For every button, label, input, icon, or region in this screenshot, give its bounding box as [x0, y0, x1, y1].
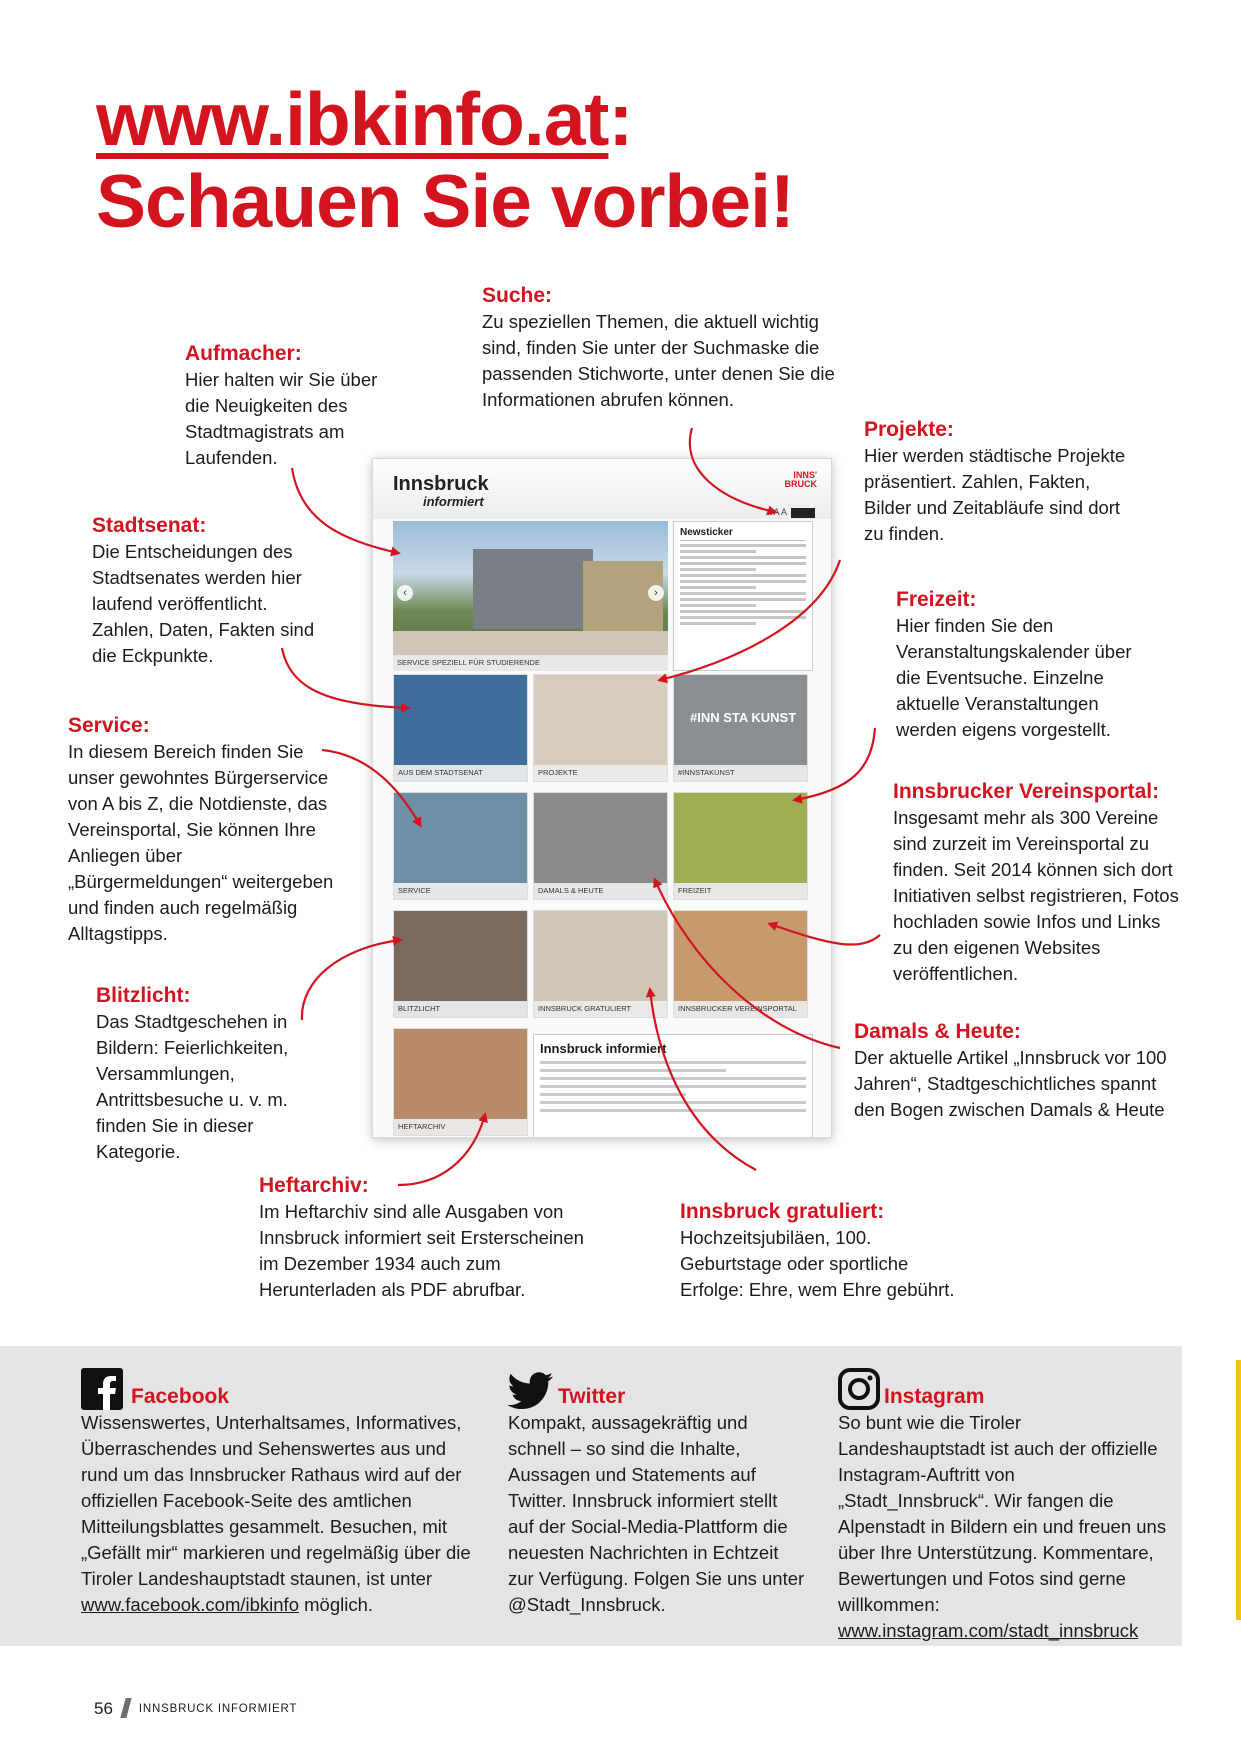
instagram-link[interactable]: www.instagram.com/stadt_innsbruck	[838, 1620, 1139, 1641]
mock-logo	[393, 475, 489, 511]
mock-line	[540, 1093, 686, 1096]
mock-font-size-label: A A A	[765, 507, 787, 517]
callout-text: Zu speziellen Themen, die aktuell wichtig sind, finden Sie unter der Suchmaske die passenden Stichworte, unter denen Sie die Informationen abrufen können.	[482, 311, 835, 410]
mock-tile	[673, 674, 808, 782]
callout-text: Im Heftarchiv sind alle Ausgaben von Innsbruck informiert seit Ersterscheinen im Dezember 1934 auch zum Herunterladen als PDF abrufbar.	[259, 1201, 584, 1300]
social-media-section	[0, 1346, 1182, 1646]
mock-tile	[393, 792, 528, 900]
mock-tile-caption: DAMALS & HEUTE	[534, 883, 667, 899]
mock-hero-slider	[393, 521, 668, 671]
mock-badge-line1: INNS'	[793, 470, 817, 480]
mock-line	[680, 622, 756, 625]
mock-hero-caption: SERVICE SPEZIELL FÜR STUDIERENDE	[393, 655, 668, 671]
mock-tile-caption: BLITZLICHT	[394, 1001, 527, 1017]
mock-line	[540, 1061, 806, 1064]
mock-line	[680, 562, 806, 565]
mock-line	[680, 604, 756, 607]
mock-line	[680, 598, 806, 601]
page-number: 56	[94, 1699, 113, 1718]
mock-line	[680, 592, 806, 595]
mock-tile-caption: #INNSTAKUNST	[674, 765, 807, 781]
mock-logo-sub: informiert	[423, 494, 484, 509]
mock-city-badge	[785, 471, 818, 489]
callout-title: Innsbruck gratuliert:	[680, 1200, 885, 1223]
callout-vereinsportal	[893, 778, 1183, 987]
callout-title: Service:	[68, 714, 150, 737]
mock-badge-line2: BRUCK	[784, 479, 817, 489]
social-instagram	[838, 1366, 1168, 1644]
mock-line	[680, 556, 806, 559]
mock-tile	[673, 910, 808, 1018]
callout-text: Die Entscheidungen des Stadtsenates werden hier laufend veröffentlicht. Zahlen, Daten, Fakten sind die Eckpunkte.	[92, 541, 315, 666]
facebook-icon[interactable]	[81, 1368, 123, 1410]
mock-line	[680, 586, 756, 589]
callout-title: Aufmacher:	[185, 342, 302, 365]
mock-newsticker	[673, 521, 813, 671]
social-text: Wissenswertes, Unterhaltsames, Informatives, Überraschendes und Sehenswertes aus und rund um das Innsbrucker Rathaus wird auf der offiziellen Facebook-Seite des amtlichen Mitteilungsblattes gesammelt. Besuchen, mit „Gefällt mir“ markieren und regelmäßig über die Tiroler Landeshauptstadt staunen, ist unter	[81, 1412, 471, 1589]
social-text-after: möglich.	[299, 1594, 374, 1615]
mock-logo-main: Innsbruck	[393, 473, 489, 495]
mock-font-size-tools	[766, 507, 815, 518]
magazine-name: INNSBRUCK INFORMIERT	[138, 1703, 298, 1715]
callout-text: Der aktuelle Artikel „Innsbruck vor 100 Jahren“, Stadtgeschichtliches spannt den Bogen zwischen Damals & Heute	[854, 1047, 1167, 1120]
chevron-left-icon: ‹	[397, 585, 413, 601]
mock-tile	[533, 910, 668, 1018]
callout-stadtsenat	[92, 512, 332, 669]
mock-line	[540, 1069, 726, 1072]
social-title: Facebook	[131, 1385, 230, 1408]
mock-line	[680, 616, 806, 619]
callout-title: Blitzlicht:	[96, 984, 191, 1007]
callout-title: Heftarchiv:	[259, 1174, 369, 1197]
headline-colon: :	[608, 77, 633, 161]
social-title: Instagram	[884, 1385, 985, 1408]
mock-line	[540, 1077, 806, 1080]
social-header	[838, 1366, 1168, 1410]
mock-line	[680, 580, 806, 583]
callout-text: Hochzeitsjubiläen, 100. Geburtstage oder sportliche Erfolge: Ehre, wem Ehre gebührt.	[680, 1227, 955, 1300]
instagram-icon[interactable]	[838, 1368, 880, 1410]
mock-line	[540, 1109, 806, 1112]
callout-title: Freizeit:	[896, 588, 977, 611]
callout-title: Stadtsenat:	[92, 514, 207, 537]
mock-tile-badge: #INN STA KUNST	[690, 710, 797, 725]
mock-tile-caption: PROJEKTE	[534, 765, 667, 781]
mock-tile-caption: SERVICE	[394, 883, 527, 899]
side-accent-bar	[1236, 1360, 1241, 1620]
callout-blitzlicht	[96, 982, 316, 1165]
callout-title: Projekte:	[864, 418, 954, 441]
mock-hero-building	[473, 549, 593, 629]
social-text: So bunt wie die Tiroler Landeshauptstadt ist auch der offizielle Instagram-Auftritt von „Stadt_Innsbruck“. Wir fangen die Alpenstadt in Bildern ein und freuen uns über Ihre Unterstützung. Kommentare, Bewertungen und Fotos sind gerne willkommen:	[838, 1412, 1167, 1615]
callout-freizeit	[896, 586, 1146, 743]
mock-info-box	[533, 1034, 813, 1138]
mock-tile-caption: HEFTARCHIV	[394, 1119, 527, 1135]
callout-title: Innsbrucker Vereinsportal:	[893, 780, 1160, 803]
social-twitter	[508, 1366, 808, 1618]
callout-title: Suche:	[482, 284, 553, 307]
page-footer	[94, 1698, 297, 1719]
mock-newsticker-title: Newsticker	[680, 527, 806, 541]
mock-tile-caption: AUS DEM STADTSENAT	[394, 765, 527, 781]
mock-line	[680, 568, 756, 571]
social-header	[81, 1366, 481, 1410]
mock-tile	[673, 792, 808, 900]
page-headline	[96, 78, 996, 242]
callout-innsbruck-gratuliert	[680, 1198, 970, 1303]
social-header	[508, 1366, 808, 1410]
chevron-right-icon: ›	[648, 585, 664, 601]
mock-tile-caption: INNSBRUCK GRATULIERT	[534, 1001, 667, 1017]
callout-text: Hier finden Sie den Veranstaltungskalender über die Eventsuche. Einzelne aktuelle Veranstaltungen werden eigens vorgestellt.	[896, 615, 1132, 740]
website-screenshot	[372, 458, 832, 1138]
social-facebook	[81, 1366, 481, 1618]
callout-text: Insgesamt mehr als 300 Vereine sind zurzeit im Vereinsportal zu finden. Seit 2014 können sich dort Initiativen selbst registrieren, Fotos hochladen sowie Infos und Links zu den eigenen Websites veröffentlichen.	[893, 807, 1179, 984]
facebook-link[interactable]: www.facebook.com/ibkinfo	[81, 1594, 299, 1615]
mock-line	[680, 574, 806, 577]
callout-heftarchiv	[259, 1172, 599, 1303]
mock-line	[540, 1085, 806, 1088]
mock-tile	[533, 792, 668, 900]
callout-text: Hier halten wir Sie über die Neuigkeiten des Stadtmagistrats am Laufenden.	[185, 369, 378, 468]
callout-service	[68, 712, 343, 947]
mock-search-icon	[791, 508, 815, 518]
social-body	[81, 1410, 481, 1618]
mock-tile-caption: INNSBRUCKER VEREINSPORTAL	[674, 1001, 807, 1017]
callout-text: Hier werden städtische Projekte präsentiert. Zahlen, Fakten, Bilder und Zeitabläufe sind dort zu finden.	[864, 445, 1126, 544]
headline-line2: Schauen Sie vorbei!	[96, 159, 794, 243]
mock-line	[680, 550, 756, 553]
social-title: Twitter	[558, 1385, 626, 1408]
mock-line	[540, 1101, 806, 1104]
callout-text: In diesem Bereich finden Sie unser gewohntes Bürgerservice von A bis Z, die Notdienste, das Vereinsportal, Sie können Ihre Anliegen über „Bürgermeldungen“ weitergeben und finden auch regelmäßig Alltagstipps.	[68, 741, 334, 944]
callout-title: Damals & Heute:	[854, 1020, 1021, 1043]
social-body	[838, 1410, 1168, 1644]
callout-projekte	[864, 416, 1134, 547]
website-url-link[interactable]: www.ibkinfo.at	[96, 77, 609, 161]
callout-text: Das Stadtgeschehen in Bildern: Feierlichkeiten, Versammlungen, Antrittsbesuche u. v. m. finden Sie in dieser Kategorie.	[96, 1011, 289, 1162]
mock-line	[680, 544, 806, 547]
social-body: Kompakt, aussagekräftig und schnell – so sind die Inhalte, Aussagen und Statements auf Twitter. Innsbruck informiert stellt auf der Social-Media-Plattform die neuesten Nachrichten in Echtzeit zur Verfügung. Folgen Sie uns unter @Stadt_Innsbruck.	[508, 1412, 805, 1615]
mock-tile	[393, 1028, 528, 1136]
mock-tile	[393, 674, 528, 782]
mock-tile	[393, 910, 528, 1018]
mock-header	[373, 459, 831, 519]
callout-suche	[482, 282, 842, 413]
mock-tile	[533, 674, 668, 782]
mock-tile-caption: FREIZEIT	[674, 883, 807, 899]
twitter-icon[interactable]	[508, 1372, 554, 1410]
mock-line	[680, 610, 806, 613]
callout-damals-heute	[854, 1018, 1174, 1123]
footer-divider	[120, 1698, 131, 1718]
mock-info-title: Innsbruck informiert	[540, 1041, 667, 1056]
callout-aufmacher	[185, 340, 385, 471]
